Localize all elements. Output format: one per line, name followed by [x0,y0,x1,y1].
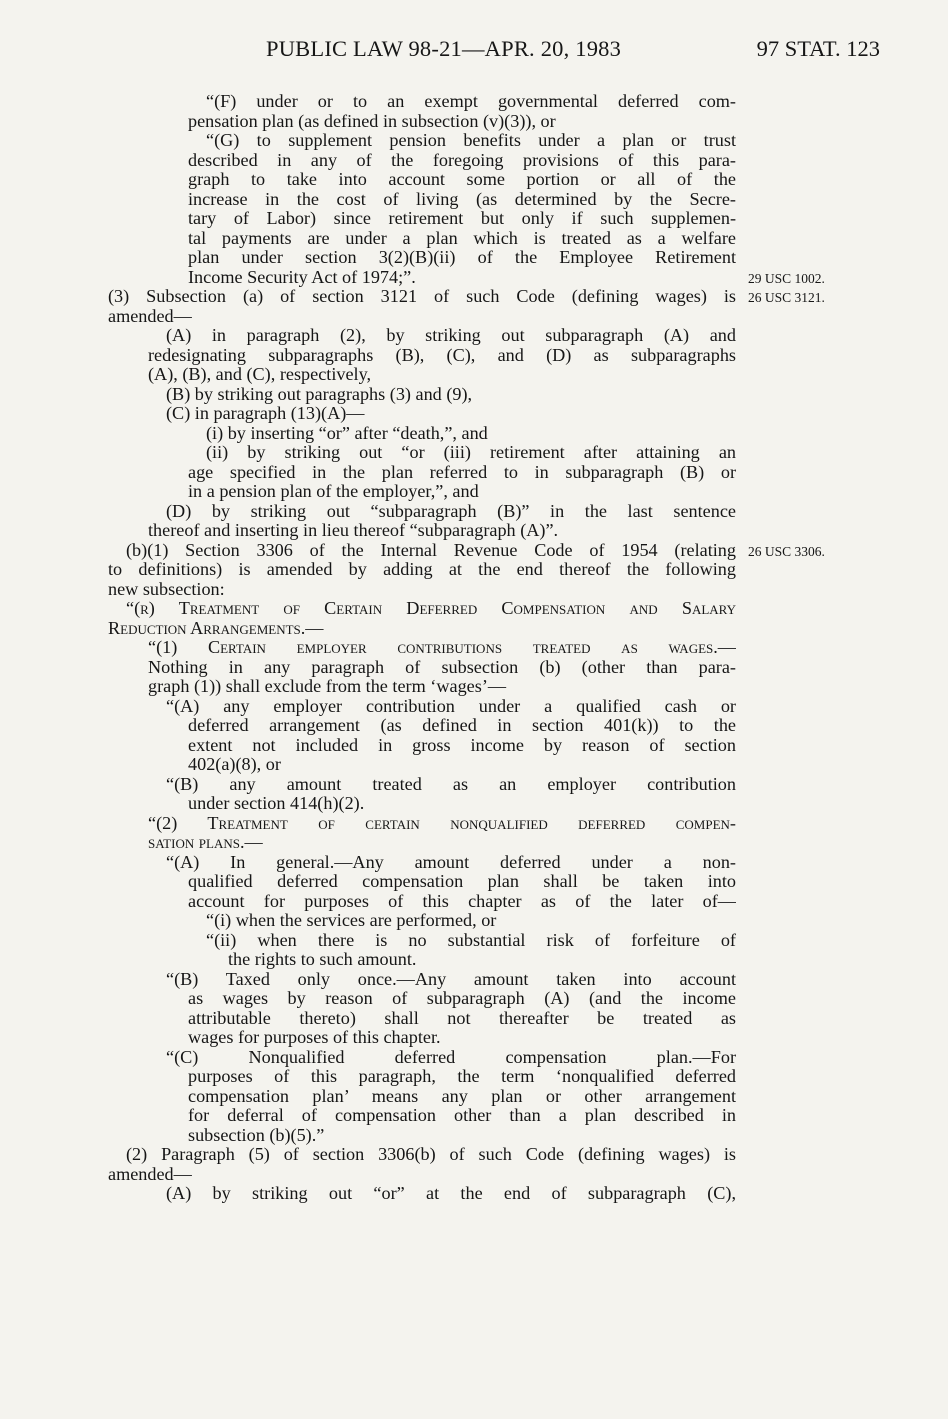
text-line: wages for purposes of this chapter. [188,1027,441,1047]
text-line: (A), (B), and (C), respectively, [148,364,372,384]
text-line: redesignating subparagraphs (B), (C), and (D) as subparagraphs [148,345,736,365]
text-line: described in any of the foregoing provisions of this para- [188,150,736,170]
margin-citation: 26 USC 3306. [748,543,825,559]
text-line: “(i) when the services are performed, or [206,910,497,930]
text-line: amended— [108,1163,192,1184]
text-line: tary of Labor) since retirement but only if such supplemen- [188,209,736,228]
text-line: “(1) Certain employer contributions treated as wages.— [148,638,736,657]
text-line: account for purposes of this chapter as of the later of— [188,891,736,911]
text-line: for deferral of compensation other than a plan described in [188,1106,736,1125]
text-line: under section 414(h)(2). [188,793,365,813]
text-line: attributable thereto) shall not thereafter be treated as [188,1008,736,1028]
text-line: “(B) Taxed only once.—Any amount taken into account [166,969,736,989]
text-line: “(A) any employer contribution under a qualified cash or [166,696,736,716]
text-line: the rights to such amount. [228,949,417,969]
text-line: Reduction Arrangements.— [108,617,324,638]
text-line: “(B) any amount treated as an employer contribution [166,774,736,794]
margin-citation: 29 USC 1002. [748,270,825,286]
text-line: “(ii) when there is no substantial risk of forfeiture of [206,930,736,950]
text-line: qualified deferred compensation plan shall be taken into [188,872,736,891]
text-line: (i) by inserting “or” after “death,”, and [206,422,488,443]
text-line: “(r) Treatment of Certain Deferred Compensation and Salary [126,599,736,618]
text-line: (A) by striking out “or” at the end of subparagraph (C), [166,1184,736,1203]
text-line: “(G) to supplement pension benefits under a plan or trust [206,131,736,150]
text-line: (3) Subsection (a) of section 3121 of such Code (defining wages) is [108,287,736,306]
text-line: age specified in the plan referred to in subparagraph (B) or [188,462,736,482]
text-line: deferred arrangement (as defined in section 401(k)) to the [188,716,736,735]
text-line: purposes of this paragraph, the term ‘nonqualified deferred [188,1067,736,1086]
text-line: subsection (b)(5).” [188,1124,325,1145]
text-line: (C) in paragraph (13)(A)— [166,403,365,423]
text-line: to definitions) is amended by adding at the end thereof the following [108,560,736,579]
text-line: “(C) Nonqualified deferred compensation plan.—For [166,1047,736,1067]
page-header [266,36,880,66]
text-line: thereof and inserting in lieu thereof “subparagraph (A)”. [148,520,559,540]
text-line: (2) Paragraph (5) of section 3306(b) of such Code (defining wages) is [126,1145,736,1164]
text-line: (D) by striking out “subparagraph (B)” in the last sentence [166,501,736,521]
stat-reference: 97 STAT. 123 [756,36,880,61]
text-line: graph (1)) shall exclude from the term ‘wages’— [148,676,507,696]
text-line: in a pension plan of the employer,”, and [188,481,479,501]
text-line: new subsection: [108,578,225,599]
text-line: increase in the cost of living (as determined by the Secre- [188,189,736,209]
page-title: PUBLIC LAW 98-21—APR. 20, 1983 [266,36,622,61]
text-line: (A) in paragraph (2), by striking out subparagraph (A) and [166,326,736,345]
text-line: tal payments are under a plan which is treated as a welfare [188,228,736,248]
text-line: Nothing in any paragraph of subsection (b) (other than para- [148,657,736,677]
text-line: graph to take into account some portion or all of the [188,170,736,189]
text-line: (b)(1) Section 3306 of the Internal Revenue Code of 1954 (relating [126,540,736,560]
margin-citation: 26 USC 3121. [748,290,825,305]
text-line: (ii) by striking out “or (iii) retirement after attaining an [206,443,736,462]
text-line: compensation plan’ means any plan or other arrangement [188,1086,736,1106]
text-line: “(2) Treatment of certain nonqualified deferred compen- [148,813,736,833]
text-line: pensation plan (as defined in subsection (v)(3)), or [188,110,556,131]
text-line: “(F) under or to an exempt governmental deferred com- [206,92,736,111]
text-line: “(A) In general.—Any amount deferred under a non- [166,852,736,872]
text-line: sation plans.— [148,832,263,852]
text-line: 402(a)(8), or [188,754,281,774]
law-text-body [108,92,736,1204]
text-line: plan under section 3(2)(B)(ii) of the Employee Retirement [188,248,736,267]
text-line: extent not included in gross income by reason of section [188,735,736,755]
text-line: amended— [108,305,192,326]
text-line: Income Security Act of 1974;”. [188,266,416,287]
text-line: (B) by striking out paragraphs (3) and (9), [166,383,473,404]
text-line: as wages by reason of subparagraph (A) (and the income [188,989,736,1008]
